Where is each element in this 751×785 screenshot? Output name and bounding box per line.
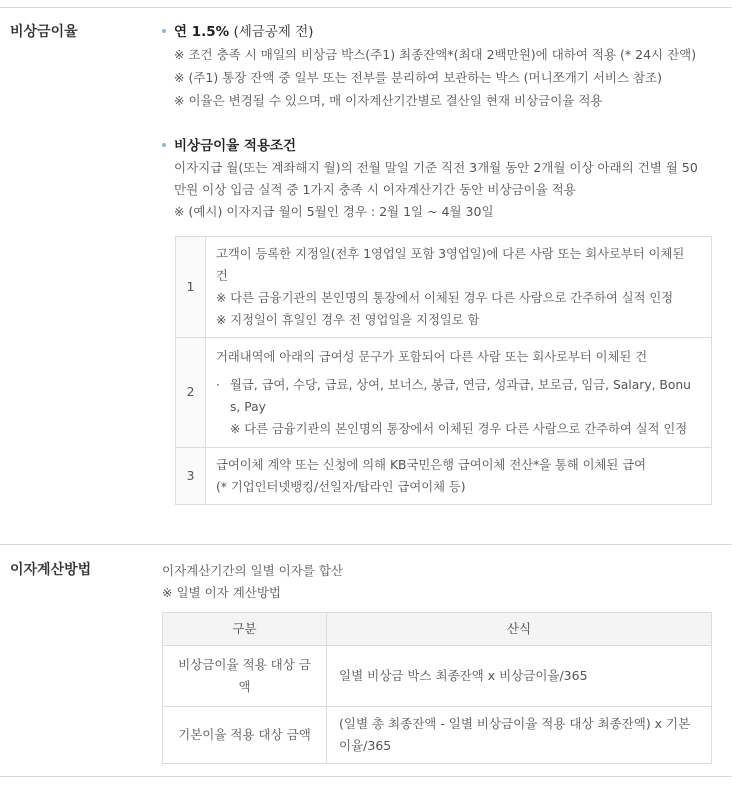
interest-calc-note: ※ 일별 이자 계산방법 — [162, 585, 281, 600]
condition-example: ※ (예시) 이자지급 월이 5월인 경우 : 2월 1일 ~ 4월 30일 — [174, 203, 494, 219]
condition-note: (* 기업인터넷뱅킹/선일자/탑라인 급여이체 등) — [216, 480, 466, 494]
table-row — [176, 338, 712, 448]
rate-value: 연 1.5% — [174, 24, 230, 40]
condition-text: 건 — [216, 269, 228, 283]
category-text: 비상금이율 적용 대상 금 — [178, 657, 311, 672]
table-row — [176, 237, 712, 338]
formula-text: (일별 총 최종잔액 - 일별 비상금이율 적용 대상 최종잔액) x 기본 — [339, 716, 691, 731]
category-text: 액 — [238, 679, 251, 694]
rate-note-2: ※ (주1) 통장 잔액 중 일부 또는 전부를 분리하여 보관하는 박스 (머니쪼개기 서비스 참조) — [174, 70, 663, 86]
keyword-list-line: s, Pay — [230, 399, 266, 414]
rate-line — [162, 22, 722, 42]
rate-suffix: (세금공제 전) — [229, 24, 314, 40]
condition-text: 고객이 등록한 지정일(전후 1영업일 포함 3영업일)에 다른 사람 또는 회사로부터 이체된 — [216, 247, 685, 261]
category-text: 기본이율 적용 대상 금액 — [178, 727, 311, 742]
keyword-list — [230, 374, 691, 418]
keyword-list-item — [216, 374, 701, 418]
formula-cell — [327, 707, 712, 764]
keyword-list-line: 월급, 급여, 수당, 급료, 상여, 보너스, 봉급, 연금, 성과급, 보로금, 임금, Salary, Bonu — [230, 377, 691, 392]
rate-note-1: ※ 조건 충족 시 매일의 비상금 박스(주1) 최종잔액*(최대 2백만원)에 대하여 적용 (* 24시 잔액) — [174, 47, 697, 63]
column-header-category: 구분 — [163, 613, 327, 646]
section-title-emergency-rate: 비상금이율 — [10, 24, 78, 40]
condition-title: 비상금이율 적용조건 — [174, 138, 297, 155]
condition-text: 급여이체 계약 또는 신청에 의해 KB국민은행 급여이체 전산*을 통해 이체된 급여 — [216, 458, 646, 472]
table-row — [176, 448, 712, 505]
table-row — [163, 646, 712, 707]
condition-cell — [206, 448, 712, 505]
condition-cell — [206, 237, 712, 338]
condition-table — [175, 236, 712, 505]
category-cell — [163, 707, 327, 764]
condition-heading — [162, 136, 722, 156]
emergency-rate-content — [162, 22, 722, 223]
condition-desc-line-2: 만원 이상 입금 실적 중 1가지 충족 시 이자계산기간 동안 비상금이율 적용 — [174, 181, 576, 197]
bullet-dot: · — [216, 377, 220, 392]
column-header-formula: 산식 — [327, 613, 712, 646]
condition-desc-line-1: 이자지급 월(또는 계좌해지 월)의 전월 말일 기준 직전 3개월 동안 2개월 이상 아래의 건별 월 50 — [174, 159, 698, 175]
formula-text: 이율/365 — [339, 738, 392, 753]
row-number: 3 — [176, 448, 206, 505]
condition-cell — [206, 338, 712, 448]
section-divider — [0, 544, 732, 545]
condition-note: ※ 지정일이 휴일인 경우 전 영업일을 지정일로 함 — [216, 313, 480, 327]
table-header-row — [163, 613, 712, 646]
condition-text: 거래내역에 아래의 급여성 문구가 포함되어 다른 사람 또는 회사로부터 이체된 건 — [216, 349, 648, 364]
interest-formula-table — [162, 612, 712, 764]
top-divider — [0, 7, 732, 8]
formula-cell — [327, 646, 712, 707]
table-row — [163, 707, 712, 764]
row-number: 1 — [176, 237, 206, 338]
condition-note: ※ 다른 금융기관의 본인명의 통장에서 이체된 경우 다른 사람으로 간주하여 실적 인정 — [216, 291, 674, 305]
bottom-divider — [0, 776, 732, 777]
category-cell — [163, 646, 327, 707]
row-number: 2 — [176, 338, 206, 448]
formula-text: 일별 비상금 박스 최종잔액 x 비상금이율/365 — [339, 668, 588, 683]
rate-note-3: ※ 이율은 변경될 수 있으며, 매 이자계산기간별로 결산일 현재 비상금이율 적용 — [174, 93, 603, 109]
section-title-interest-calc: 이자계산방법 — [10, 562, 92, 578]
interest-calc-content — [162, 560, 722, 604]
interest-calc-desc: 이자계산기간의 일별 이자를 합산 — [162, 563, 343, 578]
condition-note: ※ 다른 금융기관의 본인명의 통장에서 이체된 경우 다른 사람으로 간주하여 실적 인정 — [230, 421, 688, 436]
